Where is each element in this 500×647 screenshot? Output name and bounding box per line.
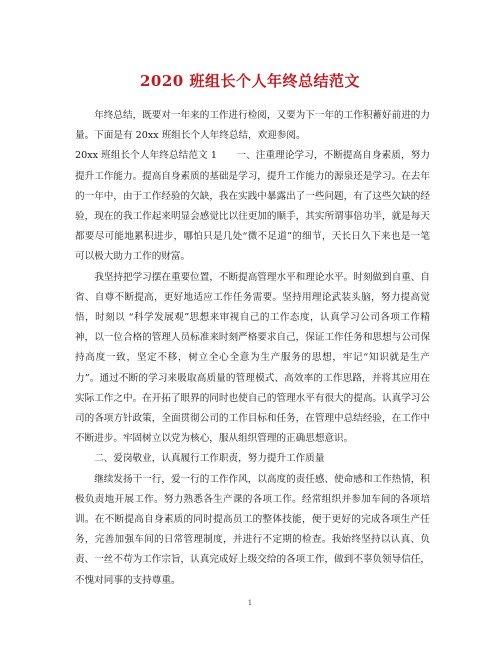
paragraph-work: 继续发扬干一行，爱一行的工作作风，以高度的责任感、使命感和工作热情，积极负责地开展工作。努力熟悉各生产课的各项工作。经常组织并参加车间的各项培训。在不断提高自身素质的同时提高员工的整体技能，便于更好的完成各项生产任务，完善加强车间的日常管理制度，并进行不定期的检查。我始终坚持以认真、负责、一丝不苟为工作宗旨，认真完成好上级交给的各项工作，做到不辜负领导信任，不愧对同事的支持尊重。	[75, 473, 430, 586]
document-body	[75, 106, 430, 591]
page-number: 1	[247, 599, 253, 607]
paragraph-intro: 年终总结，既要对一年来的工作进行检阅，又要为下一年的工作积蓄好前进的力量。下面是有 20xx 班组长个人年终总结，欢迎参阅。	[75, 110, 430, 142]
document-title: 2020 班组长个人年终总结范文	[140, 72, 360, 90]
paragraph-study: 我坚持把学习摆在重要位置，不断提高管理水平和理论水平。时刻做到自重、自省、自尊不断提高，更好地适应工作任务需要。坚持用理论武装头脑，努力提高觉悟，时刻以 “科学发展观”思想来审视自己的工作态度，认真学习公司各项工作精神，以一位合格的管理人员标准来时刻严格要求自己，保证工作任务和思想与公司保持高度一致，坚定不移，树立全心全意为生产服务的思想，牢记“知识就是生产力”。通过不断的学习来吸取高质量的管理模式、高效率的工作思路，并将其应用在实际工作之中。在开拓了眼界的同时也使自己的管理水平有很大的提高。认真学习公司的各项方针政策，全面贯彻公司的工作目标和任务，在管理中总结经验，在工作中不断进步。牢固树立以党为核心，服从组织管理的正确思想意识。	[75, 271, 430, 445]
paragraph-section-1: 20xx 班组长个人年终总结范文 1 一、注重理论学习，不断提高自身素质，努力提升工作能力。提高自身素质的基础是学习，提升工作能力的源泉还是学习。在去年的一年中，由于工作经验的欠缺，我在实践中暴露出了一些问题，有了这些欠缺的经验，现在的我工作起来明显会感觉比以往更加的顺手，其实所谓事倍功半，就是每天都要尽可能地累积进步，哪怕只是几处“微不足道”的细节，天长日久下来也是一笔可以极大助力工作的财富。	[75, 150, 430, 263]
paragraph-heading-2: 二、爱岗敬业，认真履行工作职责，努力提升工作质量	[94, 453, 325, 465]
